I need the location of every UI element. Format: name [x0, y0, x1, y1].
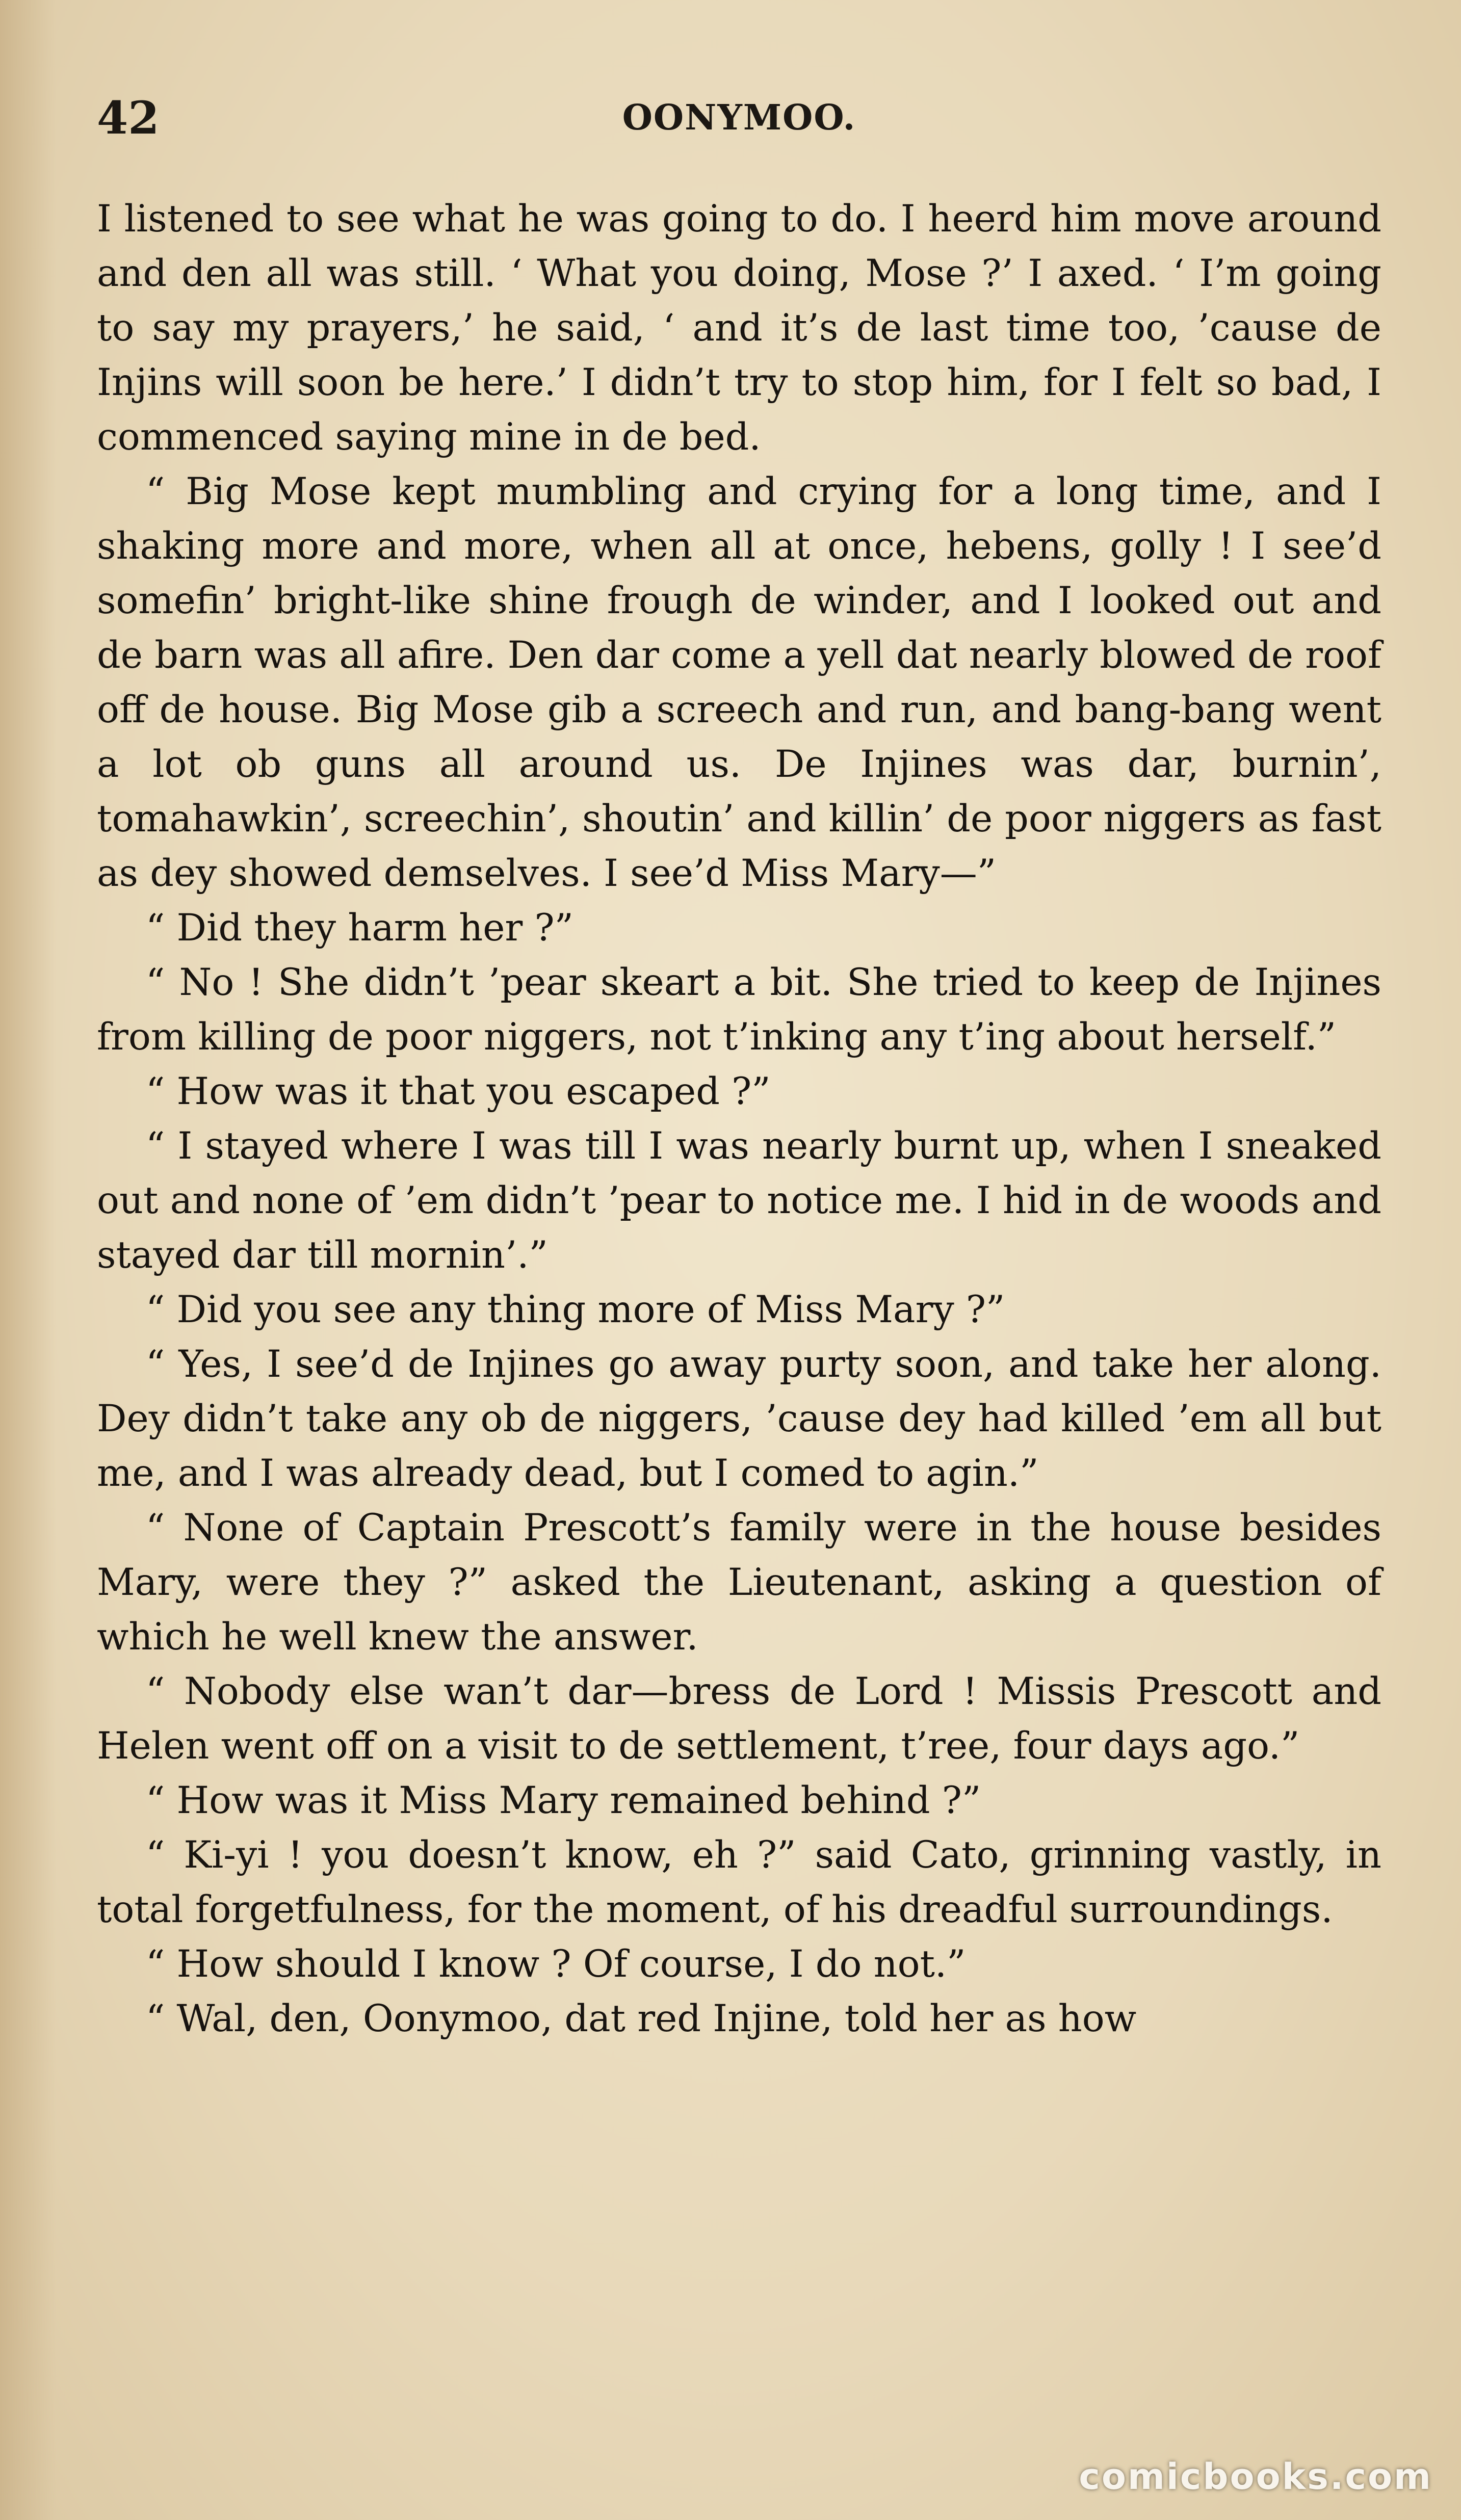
paragraph: “ How was it Miss Mary remained behind ?”	[146, 1779, 981, 1822]
paragraph: “ Yes, I see’d de Injines go away purty soon, and take her along. Dey didn’t take any ob de niggers, ’cause dey had killed ’em all but me, and I was already dead, but I comed to agin.”	[97, 1343, 1381, 1495]
paragraph: “ Did you see any thing more of Miss Mary ?”	[146, 1288, 1005, 1331]
paragraph: “ Nobody else wan’t dar—bress de Lord ! Missis Prescott and Helen went off on a visit to de settlement, t’ree, four days ago.”	[97, 1670, 1381, 1768]
page-number: 42	[97, 91, 160, 144]
paragraph: “ Did they harm her ?”	[146, 906, 573, 950]
watermark: comicbooks.com	[1079, 2456, 1432, 2498]
paragraph: “ How was it that you escaped ?”	[146, 1070, 771, 1113]
paragraph: “ How should I know ? Of course, I do not.”	[146, 1942, 966, 1986]
page-edge-shadow	[0, 0, 56, 2520]
paragraph: “ None of Captain Prescott’s family were in the house besides Mary, were they ?” asked the Lieutenant, asking a question of which he well knew the answer.	[97, 1506, 1381, 1659]
paragraph: “ Ki-yi ! you doesn’t know, eh ?” said Cato, grinning vastly, in total forgetfulness, for the moment, of his dreadful surroundings.	[97, 1833, 1381, 1931]
paragraph: I listened to see what he was going to do. I heerd him move around and den all was still. ‘ What you doing, Mose ?’ I axed. ‘ I’m going to say my prayers,’ he said, ‘ and it’s de last time too, ’cause de Injins will soon be here.’ I didn’t try to stop him, for I felt so bad, I commenced saying mine in de bed.	[97, 197, 1381, 459]
paragraph: “ Big Mose kept mumbling and crying for a long time, and I shaking more and more, when all at once, hebens, golly ! I see’d somefin’ bright-like shine frough de winder, and I looked out and de barn was all afire. Den dar come a yell dat nearly blowed de roof off de house. Big Mose gib a screech and run, and bang-bang went a lot ob guns all around us. De Injines was dar, burnin’, tomahawkin’, screechin’, shoutin’ and killin’ de poor niggers as fast as dey showed demselves. I see’d Miss Mary—”	[97, 470, 1381, 895]
page-header	[97, 90, 1381, 146]
paragraph: “ I stayed where I was till I was nearly burnt up, when I sneaked out and none of ’em didn’t ’pear to notice me. I hid in de woods and stayed dar till mornin’.”	[97, 1124, 1381, 1277]
running-title: OONYMOO.	[622, 97, 856, 138]
body-text	[97, 192, 1381, 2046]
paragraph: “ No ! She didn’t ’pear skeart a bit. She tried to keep de Injines from killing de poor niggers, not t’inking any t’ing about herself.”	[97, 961, 1381, 1059]
paragraph: “ Wal, den, Oonymoo, dat red Injine, told her as how	[146, 1997, 1137, 2040]
